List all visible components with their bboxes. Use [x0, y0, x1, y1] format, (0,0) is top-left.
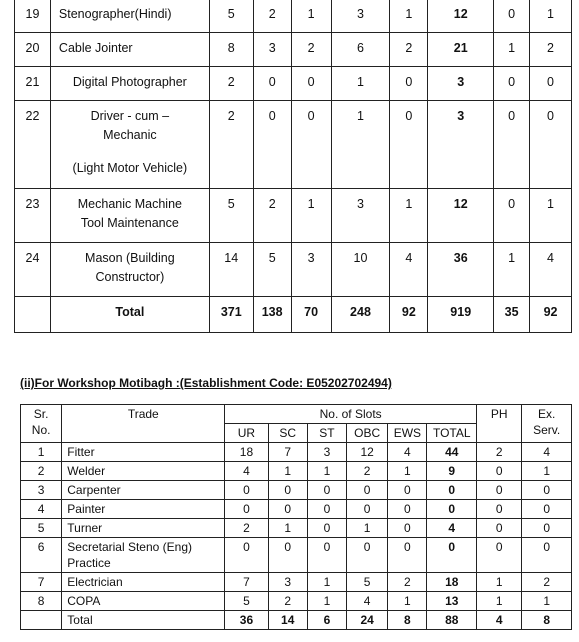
value-cell: 9	[427, 462, 477, 481]
value-cell: 1	[307, 592, 346, 611]
value-cell: 2	[390, 33, 428, 67]
value-cell: 1	[291, 189, 331, 243]
table-row	[21, 538, 572, 573]
value-cell: 0	[390, 67, 428, 101]
sr-no-cell: 21	[15, 67, 51, 101]
total-value-cell: 24	[347, 611, 388, 630]
value-cell: 0	[268, 538, 307, 573]
sr-no-cell: 4	[21, 500, 62, 519]
value-cell: 21	[428, 33, 494, 67]
trade-cell	[50, 67, 209, 101]
trade-header: Trade	[62, 405, 225, 443]
header-row	[21, 405, 572, 424]
value-cell: 1	[331, 101, 390, 189]
table-row	[21, 519, 572, 538]
value-cell: 2	[347, 462, 388, 481]
trade-line: Mechanic	[103, 128, 157, 142]
value-cell: 3	[428, 67, 494, 101]
table-row	[15, 243, 572, 297]
value-cell: 2	[253, 0, 291, 33]
value-cell: 0	[477, 500, 522, 519]
value-cell: 2	[522, 573, 572, 592]
sr-no-cell: 23	[15, 189, 51, 243]
table-row	[21, 462, 572, 481]
value-cell: 2	[530, 33, 572, 67]
table-row	[15, 0, 572, 33]
value-cell: 0	[347, 500, 388, 519]
total-value-cell: 919	[428, 297, 494, 333]
value-cell: 3	[268, 573, 307, 592]
sr-no-cell: 2	[21, 462, 62, 481]
trade-cell: Secretarial Steno (Eng) Practice	[62, 538, 225, 573]
value-cell: 0	[388, 538, 427, 573]
total-value-cell: 14	[268, 611, 307, 630]
value-cell: 5	[225, 592, 268, 611]
value-cell: 1	[477, 592, 522, 611]
sr-no-cell	[21, 611, 62, 630]
sc-header: SC	[268, 424, 307, 443]
value-cell: 0	[225, 538, 268, 573]
value-cell: 4	[530, 243, 572, 297]
trade-line: Digital Photographer	[72, 75, 187, 89]
value-cell: 2	[209, 101, 253, 189]
trade-cell: Welder	[62, 462, 225, 481]
value-cell: 0	[494, 67, 530, 101]
value-cell: 6	[331, 33, 390, 67]
table-row	[21, 481, 572, 500]
sr-no-cell: 6	[21, 538, 62, 573]
upper-slots-table	[14, 0, 572, 333]
value-cell: 0	[477, 519, 522, 538]
total-label: Total	[50, 297, 209, 333]
table-row	[15, 189, 572, 243]
value-cell: 1	[388, 462, 427, 481]
total-value-cell: 4	[477, 611, 522, 630]
value-cell: 0	[477, 462, 522, 481]
value-cell: 0	[427, 500, 477, 519]
value-cell: 1	[347, 519, 388, 538]
total-value-cell: 92	[530, 297, 572, 333]
value-cell: 3	[331, 189, 390, 243]
trade-line: Constructor)	[95, 270, 165, 284]
sr-no-cell	[15, 297, 51, 333]
trade-cell	[50, 0, 209, 33]
value-cell: 0	[522, 519, 572, 538]
value-cell: 0	[522, 500, 572, 519]
value-cell: 12	[428, 189, 494, 243]
value-cell: 1	[390, 189, 428, 243]
value-cell: 18	[225, 443, 268, 462]
value-cell: 7	[225, 573, 268, 592]
table-row	[15, 67, 572, 101]
value-cell: 10	[331, 243, 390, 297]
trade-cell	[50, 189, 209, 243]
value-cell: 2	[477, 443, 522, 462]
value-cell: 2	[291, 33, 331, 67]
ph-header: PH	[477, 405, 522, 443]
value-cell: 0	[307, 481, 346, 500]
value-cell: 3	[291, 243, 331, 297]
sr-no-cell: 22	[15, 101, 51, 189]
total-value-cell: 8	[388, 611, 427, 630]
value-cell: 1	[477, 573, 522, 592]
value-cell: 0	[494, 189, 530, 243]
value-cell: 0	[494, 101, 530, 189]
value-cell: 5	[253, 243, 291, 297]
value-cell: 4	[390, 243, 428, 297]
value-cell: 0	[307, 519, 346, 538]
value-cell: 36	[428, 243, 494, 297]
sr-no-cell: 3	[21, 481, 62, 500]
value-cell: 0	[307, 500, 346, 519]
value-cell: 0	[253, 67, 291, 101]
value-cell: 1	[291, 0, 331, 33]
value-cell: 1	[388, 592, 427, 611]
value-cell: 1	[530, 0, 572, 33]
trade-cell	[50, 243, 209, 297]
value-cell: 4	[388, 443, 427, 462]
value-cell: 2	[388, 573, 427, 592]
value-cell: 0	[477, 538, 522, 573]
total-value-cell: 92	[390, 297, 428, 333]
total-value-cell: 70	[291, 297, 331, 333]
value-cell: 0	[494, 0, 530, 33]
total-value-cell: 35	[494, 297, 530, 333]
trade-cell: Turner	[62, 519, 225, 538]
value-cell: 0	[268, 481, 307, 500]
trade-line: Cable Jointer	[58, 41, 133, 55]
total-value-cell: 248	[331, 297, 390, 333]
value-cell: 1	[530, 189, 572, 243]
value-cell: 0	[268, 500, 307, 519]
trade-cell: COPA	[62, 592, 225, 611]
table-row	[15, 33, 572, 67]
value-cell: 1	[494, 243, 530, 297]
trade-cell: Carpenter	[62, 481, 225, 500]
value-cell: 1	[522, 592, 572, 611]
value-cell: 1	[307, 462, 346, 481]
value-cell: 0	[347, 538, 388, 573]
value-cell: 0	[388, 481, 427, 500]
trade-line: Mason (Building	[85, 251, 175, 265]
trade-cell: Electrician	[62, 573, 225, 592]
value-cell: 1	[268, 462, 307, 481]
total-label: Total	[62, 611, 225, 630]
trade-cell	[50, 101, 209, 189]
slots-header: No. of Slots	[225, 405, 477, 424]
value-cell: 1	[331, 67, 390, 101]
value-cell: 0	[388, 500, 427, 519]
value-cell: 1	[390, 0, 428, 33]
trade-cell: Fitter	[62, 443, 225, 462]
total-value-cell: 371	[209, 297, 253, 333]
ur-header: UR	[225, 424, 268, 443]
value-cell: 0	[307, 538, 346, 573]
value-cell: 2	[253, 189, 291, 243]
value-cell: 0	[427, 538, 477, 573]
value-cell: 7	[268, 443, 307, 462]
trade-line: Mechanic Machine	[77, 197, 182, 211]
value-cell: 1	[268, 519, 307, 538]
sr-no-cell: 1	[21, 443, 62, 462]
value-cell: 0	[477, 481, 522, 500]
value-cell: 3	[253, 33, 291, 67]
trade-line: Stenographer(Hindi)	[58, 7, 172, 21]
value-cell: 44	[427, 443, 477, 462]
value-cell: 8	[209, 33, 253, 67]
trade-line: Driver - cum –	[90, 109, 170, 123]
value-cell: 0	[291, 67, 331, 101]
sr-no-cell: 7	[21, 573, 62, 592]
value-cell: 4	[347, 592, 388, 611]
value-cell: 14	[209, 243, 253, 297]
value-cell: 1	[494, 33, 530, 67]
value-cell: 5	[347, 573, 388, 592]
value-cell: 18	[427, 573, 477, 592]
value-cell: 3	[307, 443, 346, 462]
value-cell: 2	[268, 592, 307, 611]
total-row	[15, 297, 572, 333]
ex-serv-header: Ex. Serv.	[522, 405, 572, 443]
section-title: (ii)For Workshop Motibagh :(Establishment Code: E05202702494)	[20, 376, 392, 390]
total-value-cell: 138	[253, 297, 291, 333]
total-value-cell: 8	[522, 611, 572, 630]
value-cell: 0	[530, 67, 572, 101]
trade-line: Tool Maintenance	[80, 216, 179, 230]
ews-header: EWS	[388, 424, 427, 443]
value-cell: 0	[291, 101, 331, 189]
value-cell: 5	[209, 0, 253, 33]
table-row	[21, 443, 572, 462]
value-cell: 3	[428, 101, 494, 189]
trade-cell: Painter	[62, 500, 225, 519]
value-cell: 12	[428, 0, 494, 33]
value-cell: 0	[388, 519, 427, 538]
value-cell: 0	[347, 481, 388, 500]
workshop-motibagh-table	[20, 404, 572, 630]
total-value-cell: 6	[307, 611, 346, 630]
value-cell: 0	[522, 538, 572, 573]
value-cell: 13	[427, 592, 477, 611]
value-cell: 5	[209, 189, 253, 243]
total-header: TOTAL	[427, 424, 477, 443]
value-cell: 0	[390, 101, 428, 189]
obc-header: OBC	[347, 424, 388, 443]
value-cell: 4	[427, 519, 477, 538]
sr-no-cell: 8	[21, 592, 62, 611]
table-row	[21, 500, 572, 519]
value-cell: 4	[522, 443, 572, 462]
total-value-cell: 88	[427, 611, 477, 630]
sr-no-cell: 5	[21, 519, 62, 538]
value-cell: 4	[225, 462, 268, 481]
table-row	[21, 573, 572, 592]
total-row	[21, 611, 572, 630]
value-cell: 1	[522, 462, 572, 481]
trade-cell	[50, 33, 209, 67]
sr-no-cell: 24	[15, 243, 51, 297]
value-cell: 2	[209, 67, 253, 101]
sr-no-header: Sr. No.	[21, 405, 62, 443]
table-row	[21, 592, 572, 611]
total-value-cell: 36	[225, 611, 268, 630]
table-row	[15, 101, 572, 189]
value-cell: 0	[225, 500, 268, 519]
sr-no-cell: 20	[15, 33, 51, 67]
value-cell: 12	[347, 443, 388, 462]
value-cell: 3	[331, 0, 390, 33]
st-header: ST	[307, 424, 346, 443]
value-cell: 0	[225, 481, 268, 500]
value-cell: 0	[427, 481, 477, 500]
value-cell: 2	[225, 519, 268, 538]
value-cell: 1	[307, 573, 346, 592]
sr-no-cell: 19	[15, 0, 51, 33]
trade-line: (Light Motor Vehicle)	[72, 161, 188, 175]
value-cell: 0	[530, 101, 572, 189]
value-cell: 0	[253, 101, 291, 189]
value-cell: 0	[522, 481, 572, 500]
